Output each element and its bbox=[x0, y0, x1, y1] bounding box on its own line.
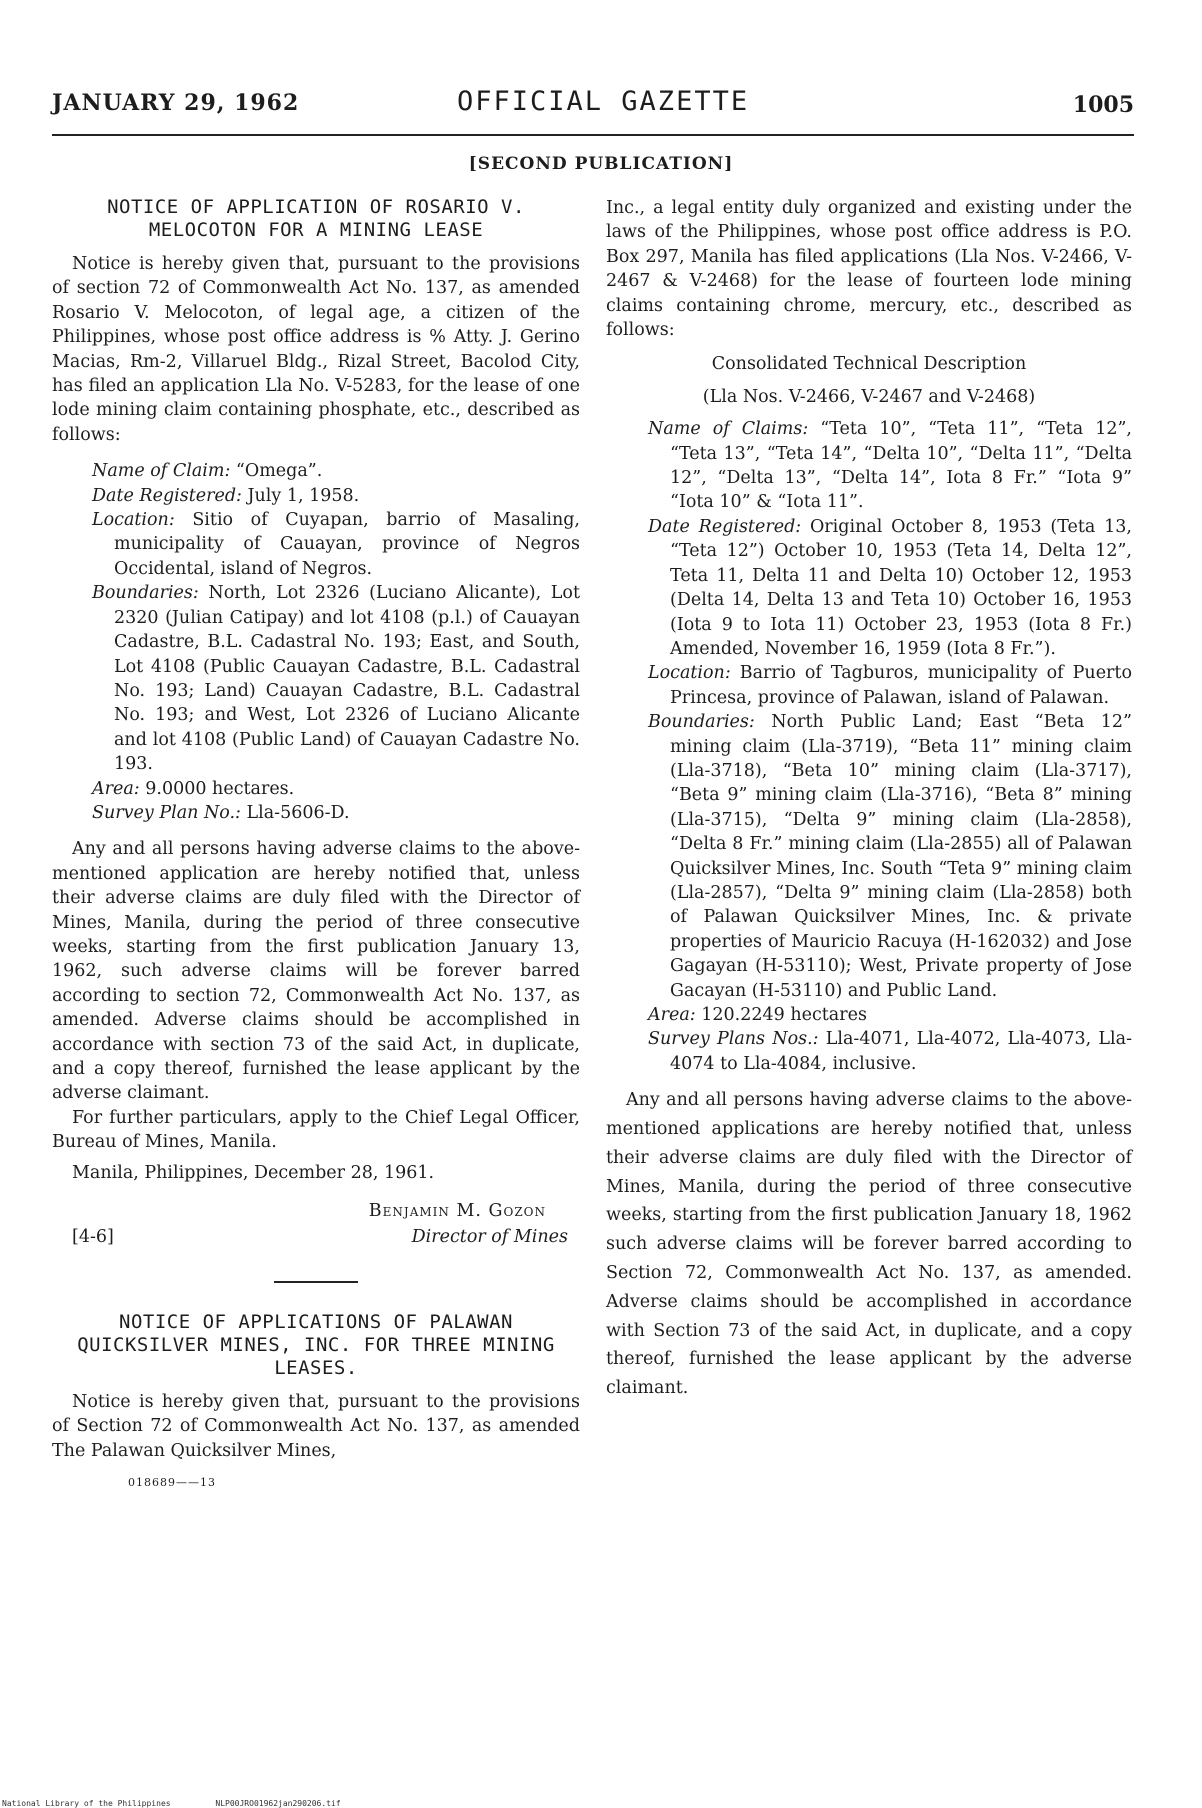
page-number: 1005 bbox=[1072, 92, 1134, 118]
notice2-intro-part2: Inc., a legal entity duly organized and existing under the laws of the Philippines, whose post office address is P.O. Box 297, Manila has filed applications (Lla Nos. V-2466, V-2467 & V-2468) for the lease of fourteen lode mining claims containing chrome, mercury, etc., described as follows: bbox=[606, 198, 1132, 341]
notice1-signature-block bbox=[52, 1199, 580, 1251]
notice1-intro: Notice is hereby given that, pursuant to the provisions of section 72 of Commonwealth Act No. 137, as amended Rosario V. Melocoton, of legal age, a citizen of the Philippines, whose post office address is % Atty. J. Gerino Macias, Rm-2, Villaruel Bldg., Rizal Street, Bacolod City, has filed an application Lla No. V-5283, for the lease of one lode mining claim containing phosphate, etc., described as follows: bbox=[52, 254, 580, 445]
scan-library: National Library of the Philippines bbox=[2, 1799, 171, 1808]
notice2-field-boundaries: Boundaries: North Public Land; East “Beta 12” mining claim (Lla-3719), “Beta 11” mining claim (Lla-3718), “Beta 10” mining claim (Lla-3717), “Beta 9” mining claim (Lla-3716), “Beta 8” mining (Lla-3715), “Delta 9” mining claim (Lla-2858), “Delta 8 Fr.” mining claim (Lla-2855) all of Palawan Quicksilver Mines, Inc. South “Teta 9” mining claim (Lla-2857), “Delta 9” mining claim (Lla-2858) both of Palawan Quicksilver Mines, Inc. & private properties of Mauricio Racuya (H-162032) and Jose Gagayan (H-53110); West, Private property of Jose Gacayan (H-53110) and Public Land. bbox=[648, 712, 1132, 1001]
notice1-field-boundaries: Boundaries: North, Lot 2326 (Luciano Alicante), Lot 2320 (Julian Catipay) and lot 4108 (p.l.) of Cauayan Cadastre, B.L. Cadastral No. 193; East, and South, Lot 4108 (Public Cauayan Cadastre, B.L. Cadastral No. 193; Land) Cauayan Cadastre, B.L. Cadastral No. 193; and West, Lot 2326 of Luciano Alicante and lot 4108 (Public Land) of Cauayan Cadastre No. 193. bbox=[92, 583, 580, 775]
right-column bbox=[606, 196, 1132, 1403]
publication-title: OFFICIAL GAZETTE bbox=[457, 86, 750, 117]
notice1-adverse-claims: Any and all persons having adverse claims to the above-mentioned application are hereby notified that, unless their adverse claims are duly filed with the Director of Mines, Manila, during the period of three consecutive weeks, starting from the first publication January 13, 1962, such adverse claims will be forever barred according to section 72, Commonwealth Act No. 137, as amended. Adverse claims should be accomplished in accordance with section 73 of the said Act, in duplicate, and a copy thereof, furnished the lease applicant by the adverse claimant. bbox=[52, 839, 580, 1104]
lla-numbers: (Lla Nos. V-2466, V-2467 and V-2468) bbox=[702, 386, 1036, 407]
signatory-name: Benjamin M. Gozon bbox=[368, 1201, 546, 1222]
page-header bbox=[52, 86, 1134, 126]
notice2-field-claim-names: Name of Claims: “Teta 10”, “Teta 11”, “Teta 12”, “Teta 13”, “Teta 14”, “Delta 10”, “Delta 11”, “Delta 12”, “Delta 13”, “Delta 14”, Iota 8 Fr.” “Iota 9” “Iota 10” & “Iota 11”. bbox=[648, 419, 1132, 513]
publication-ref: [4-6] bbox=[72, 1227, 114, 1248]
notice1-field-claim-name: Name of Claim: “Omega”. bbox=[92, 461, 323, 482]
print-code: 018689——13 bbox=[128, 1476, 216, 1490]
header-rule bbox=[52, 134, 1134, 136]
notice1-claim-details bbox=[92, 459, 580, 825]
notice2-field-survey-plans: Survey Plans Nos.: Lla-4071, Lla-4072, Lla-4073, Lla-4074 to Lla-4084, inclusive. bbox=[648, 1029, 1132, 1074]
notice-divider bbox=[274, 1281, 358, 1283]
publication-notice-label: [SECOND PUBLICATION] bbox=[468, 154, 734, 174]
notice1-field-area: Area: 9.0000 hectares. bbox=[92, 778, 295, 799]
scan-file: NLP00JRO01962jan290206.tif bbox=[215, 1799, 341, 1808]
notice1-field-location: Location: Sitio of Cuyapan, barrio of Masaling, municipality of Cauayan, province of Negros Occidental, island of Negros. bbox=[92, 510, 580, 579]
notice1-particulars: For further particulars, apply to the Chief Legal Officer, Bureau of Mines, Manila. bbox=[52, 1107, 580, 1153]
issue-date: JANUARY 29, 1962 bbox=[52, 90, 300, 116]
notice1-field-survey-plan: Survey Plan No.: Lla-5606-D. bbox=[92, 802, 350, 823]
notice2-title: NOTICE OF APPLICATIONS OF PALAWAN QUICKSILVER MINES, INC. FOR THREE MINING LEASES. bbox=[77, 1311, 555, 1380]
notice1-title: NOTICE OF APPLICATION OF ROSARIO V. MELOCOTON FOR A MINING LEASE bbox=[107, 196, 525, 241]
notice1-place-date: Manila, Philippines, December 28, 1961. bbox=[72, 1162, 435, 1183]
notice2-intro-part1: Notice is hereby given that, pursuant to the provisions of Section 72 of Commonwealth Act No. 137, as amended The Palawan Quicksilver Mines, bbox=[52, 1392, 580, 1461]
signatory-title: Director of Mines bbox=[411, 1227, 568, 1248]
notice2-field-location: Location: Barrio of Tagburos, municipality of Puerto Princesa, province of Palawan, island of Palawan. bbox=[648, 663, 1132, 708]
notice2-field-area: Area: 120.2249 hectares bbox=[648, 1005, 867, 1025]
notice2-claim-details bbox=[648, 417, 1132, 1076]
consolidated-heading: Consolidated Technical Description bbox=[711, 354, 1027, 375]
notice2-adverse-claims: Any and all persons having adverse claims to the above-mentioned applications are hereby notified that, unless their adverse claims are duly filed with the Director of Mines, Manila, during the period of three consecutive weeks, starting from the first publication January 18, 1962 such adverse claims will be forever barred according to Section 72, Commonwealth Act No. 137, as amended. Adverse claims should be accomplished in accordance with Section 73 of the said Act, in duplicate, and a copy thereof, furnished the lease applicant by the adverse claimant. bbox=[606, 1090, 1132, 1399]
notice1-field-date-registered: Date Registered: July 1, 1958. bbox=[92, 485, 360, 506]
notice2-field-date-registered: Date Registered: Original October 8, 1953 (Teta 13, “Teta 12”) October 10, 1953 (Teta 14, Delta 12”, Teta 11, Delta 11 and Delta 10) October 12, 1953 (Delta 14, Delta 13 and Teta 10) October 16, 1953 (Iota 9 to Iota 11) October 23, 1953 (Iota 8 Fr.) Amended, November 16, 1959 (Iota 8 Fr.”). bbox=[648, 516, 1132, 659]
scan-footer bbox=[2, 1799, 381, 1808]
left-column bbox=[52, 196, 580, 1496]
